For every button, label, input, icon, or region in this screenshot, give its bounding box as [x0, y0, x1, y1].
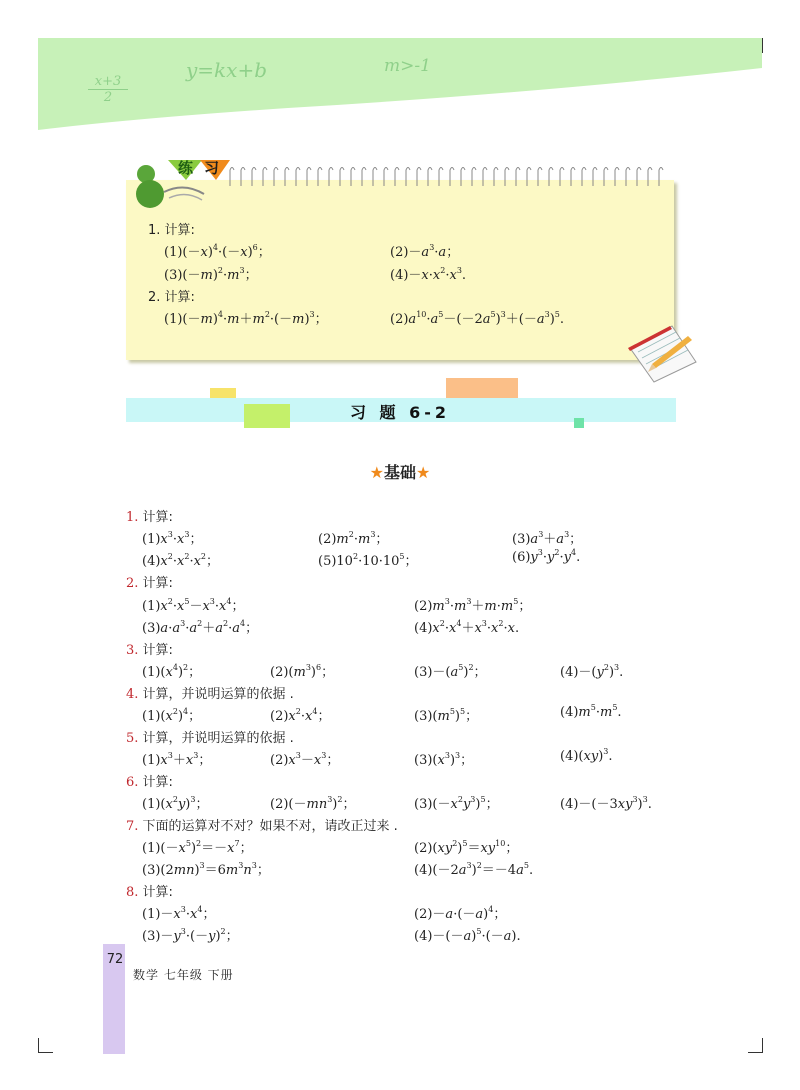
exercise-5-1: $(1)x^3+x^3$； [142, 751, 212, 768]
exercise-6-stem: 6. 计算: [126, 775, 173, 790]
exercise-7-stem: 7. 下面的运算对不对？如果不对，请改正过来 . [126, 819, 398, 834]
banner-formula-linear: y=kx+b [186, 58, 268, 82]
exercise-1-4: $(4)x^2\cdot x^2\cdot x^2$； [142, 552, 220, 569]
practice-q1-3: $(3)(-m)^2\cdot m^3$； [164, 266, 258, 283]
exercise-8-1: $(1)-x^3\cdot x^4$； [142, 905, 216, 922]
exercise-2-4: $(4)x^2\cdot x^4+x^3\cdot x^2\cdot x$. [414, 619, 520, 636]
badge-label-2: 习 [204, 159, 220, 177]
star-icon: ★ [369, 463, 384, 482]
exercise-8-2: $(2)-a\cdot(-a)^4$； [414, 905, 507, 922]
exercise-8-stem: 8. 计算: [126, 885, 173, 900]
exercise-4-stem: 4. 计算，并说明运算的依据 . [126, 687, 294, 702]
exercise-2-1: $(1)x^2\cdot x^5-x^3\cdot x^4$； [142, 597, 245, 614]
practice-badge [124, 152, 234, 212]
exercise-2-2: $(2)m^3\cdot m^3+m\cdot m^5$； [414, 597, 532, 614]
exercise-4-4: $(4)m^5\cdot m^5$. [560, 703, 622, 720]
exercise-1-5: $(5)10^2\cdot 10\cdot 10^5$； [318, 552, 418, 569]
exercise-4-2: $(2)x^2\cdot x^4$； [270, 707, 331, 724]
exercise-4-1: $(1)(x^2)^4$； [142, 707, 202, 724]
exercise-6-4: $(4)-(-3xy^3)^3$. [560, 795, 652, 812]
practice-q1-4: $(4)-x\cdot x^2\cdot x^3$. [390, 266, 467, 283]
page-number: 72 [106, 952, 124, 967]
decor-teal-square [574, 418, 584, 428]
exercise-1-3: $(3)a^3+a^3$； [512, 530, 583, 547]
spiral-binding [160, 162, 674, 188]
exercise-7-4: $(4)(-2a^3)^2=-4a^5$. [414, 861, 534, 878]
exercise-6-3: $(3)(-x^2y^3)^5$； [414, 795, 499, 812]
star-icon: ★ [416, 463, 431, 482]
practice-q1-1: $(1)(-x)^4\cdot(-x)^6$； [164, 243, 271, 260]
exercise-3-4: $(4)-(y^2)^3$. [560, 663, 624, 680]
exercise-1-1: $(1)x^3\cdot x^3$； [142, 530, 203, 547]
crop-mark-bl [38, 1038, 53, 1053]
practice-q1-2: $(2)-a^3\cdot a$； [390, 243, 460, 260]
decor-green-block [244, 404, 290, 428]
notebook-pencil-icon [626, 318, 700, 384]
exercise-2-stem: 2. 计算: [126, 576, 173, 591]
exercise-title: 习 题 6-2 [349, 403, 451, 422]
exercise-6-1: $(1)(x^2y)^3$； [142, 795, 209, 812]
exercise-1-stem: 1. 计算: [126, 510, 173, 525]
crop-mark-br [748, 1038, 763, 1053]
exercise-2-3: $(3)a\cdot a^3\cdot a^2+a^2\cdot a^4$； [142, 619, 259, 636]
exercise-6-2: $(2)(-mn^3)^2$； [270, 795, 356, 812]
practice-q2-1: $(1)(-m)^4\cdot m+m^2\cdot(-m)^3$； [164, 310, 328, 327]
exercise-5-2: $(2)x^3-x^3$； [270, 751, 340, 768]
exercise-1-2: $(2)m^2\cdot m^3$； [318, 530, 389, 547]
exercise-1-6: $(6)y^3\cdot y^2\cdot y^4$. [512, 548, 581, 565]
exercise-8-3: $(3)-y^3\cdot(-y)^2$； [142, 927, 239, 944]
decor-orange-block [446, 378, 518, 398]
practice-q2-2: $(2)a^{10}\cdot a^5-(-2a^5)^3+(-a^3)^5$. [390, 310, 564, 327]
practice-q2-label: 2. 计算: [148, 290, 195, 305]
header-banner [38, 38, 762, 130]
exercise-4-3: $(3)(m^5)^5$； [414, 707, 479, 724]
book-title: 数学 七年级 下册 [133, 968, 234, 982]
exercise-8-4: $(4)-(-a)^5\cdot(-a)$. [414, 927, 521, 944]
exercise-3-1: $(1)(x^4)^2$； [142, 663, 202, 680]
exercise-5-4: (4)(xy)$^3$. [560, 747, 613, 764]
exercise-7-3: $(3)(2mn)^3=6m^3n^3$； [142, 861, 270, 878]
exercise-5-3: $(3)(x^3)^3$； [414, 751, 474, 768]
badge-label-1: 练 [178, 159, 194, 177]
banner-formula-inequality: m>-1 [384, 56, 431, 76]
exercise-7-1: $(1)(-x^5)^2=-x^7$； [142, 839, 253, 856]
exercise-3-3: $(3)-(a^5)^2$； [414, 663, 487, 680]
banner-formula-fraction: x+3 2 [88, 74, 128, 105]
exercise-5-stem: 5. 计算，并说明运算的依据 . [126, 731, 294, 746]
section-heading: ★基础★ [369, 463, 431, 482]
practice-q1-label: 1. 计算: [148, 223, 195, 238]
exercise-7-2: $(2)(xy^2)^5=xy^{10}$； [414, 839, 519, 856]
exercise-3-stem: 3. 计算: [126, 643, 173, 658]
exercise-3-2: $(2)(m^3)^6$； [270, 663, 335, 680]
